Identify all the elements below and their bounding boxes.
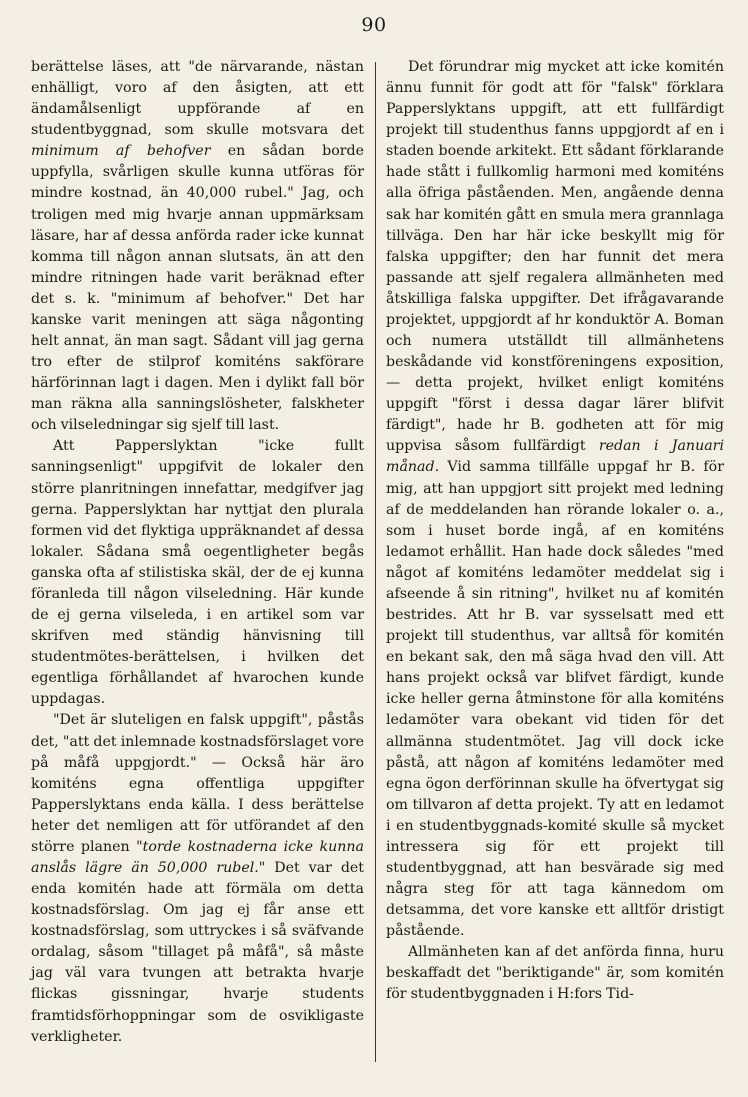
- paragraph: Allmänheten kan af det anförda finna, huru beskaffadt det "beriktigande" är, som komitén för studentbyggnaden i H:fors Tid-: [386, 944, 724, 1003]
- paragraph: Att Papperslyktan "icke fullt sanningsenligt" uppgifvit de lokaler den större planritningen innefattar, medgifver jag gerna. Papperslyktan har nyttjat den plurala formen vid det flyktiga uppräknandet af dessa lokaler. Sådana små oegentligheter begås ganska ofta af stilistiska skäl, der de ej kunna föranleda till någon vilseledning. Här kunde de ej gerna vilseleda, i en artikel som var skrifven med ständig hänvisning till studentmötes-berättelsen, i hvilken det egentliga förhållandet af hvarochen kunde uppdagas.: [31, 438, 364, 708]
- column-divider: [375, 62, 376, 1062]
- page-number: 90: [361, 14, 387, 36]
- paragraph: berättelse läses, att "de närvarande, nästan enhälligt, voro af den åsigten, att ett ändamålsenligt uppförande af en studentbyggnad, som skulle motsvara det minimum af behofver en sådan borde uppfylla, svårligen skulle kunna utföras för mindre kostnad, än 40,000 rubel." Jag, och troligen med mig hvarje annan uppmärksam läsare, har af dessa anförda rader icke kunnat komma till någon annan slutsats, än att den mindre ritningen hade varit beräknad efter det s. k. "minimum af behofver." Det har kanske varit meningen att säga någonting helt annat, än man sagt. Sådant vill jag gerna tro efter de stilprof komiténs sakförare härförinnan lagt i dagen. Men i dylikt fall bör man räkna alla sanningslösheter, falskheter och vilseledningar sig sjelf till last.: [31, 59, 364, 434]
- right-column: [386, 57, 724, 1006]
- paragraph: Det förundrar mig mycket att icke komitén ännu funnit för godt att för "falsk" förklara Papperslyktans uppgift, att ett fullfärdigt projekt till studenthus fanns uppgjordt af en i staden boende arkitekt. Ett sådant förklarande hade stått i fullkomlig harmoni med komiténs alla öfriga påståenden. Men, angående denna sak har komitén gått en smula mera grannlaga tillväga. Den har här icke beskyllt mig för falska uppgifter; den har funnit det mera passande att sjelf regalera allmänheten med åtskilliga falska uppgifter. Det ifrågavarande projektet, uppgjordt af hr konduktör A. Boman och numera utställdt till allmänhetens beskådande vid konstföreningens exposition, — detta projekt, hvilket enligt komiténs uppgift "först i dessa dagar lärer blifvit färdigt", hade hr B. godheten att för mig uppvisa såsom fullfärdigt redan i Januari månad. Vid samma tillfälle uppgaf hr B. för mig, att han uppgjort sitt projekt med ledning af de meddelanden han rörande lokaler o. a., som i huset borde ingå, af en komiténs ledamot erhållit. Han hade dock således "med något af komiténs ledamöter meddelat sig i afseende å sin ritning", hvilket nu af komitén bestrides. Att hr B. var sysselsatt med ett projekt till studenthus, var alltså för komitén en bekant sak, den må säga hvad den vill. Att hans projekt också var blifvet färdigt, kunde icke heller gerna åtminstone för alla komiténs ledamöter vara obekant vid tiden för det allmänna studentmötet. Jag vill dock icke påstå, att någon af komiténs ledamöter med egna ögon derförinnan skulle ha öfvertygat sig om tillvaron af detta projekt. Ty att en ledamot i en studentbyggnads-komité skulle så mycket intressera sig för ett projekt till studentbyggnad, att han besvärade sig med några steg för att taga kännedom om detsamma, det vore kanske ett alltför dristigt påstående.: [386, 59, 724, 940]
- paragraph: "Det är sluteligen en falsk uppgift", påstås det, "att det inlemnade kostnadsförslaget vore på måfå uppgjordt." — Också här äro komiténs egna offentliga uppgifter Papperslyktans enda källa. I dess berättelse heter det nemligen att för utförandet af den större planen "torde kostnaderna icke kunna anslås lägre än 50,000 rubel." Det var det enda komitén hade att förmäla om detta kostnadsförslag. Om jag ej får anse ett kostnadsförslag, som uttryckes i så sväfvande ordalag, såsom "tillaget på måfå", så måste jag väl vara tvungen att betrakta hvarje flickas gissningar, hvarje students framtidsförhoppningar som de osvikligaste verkligheter.: [31, 712, 364, 1045]
- left-column: [31, 57, 364, 1048]
